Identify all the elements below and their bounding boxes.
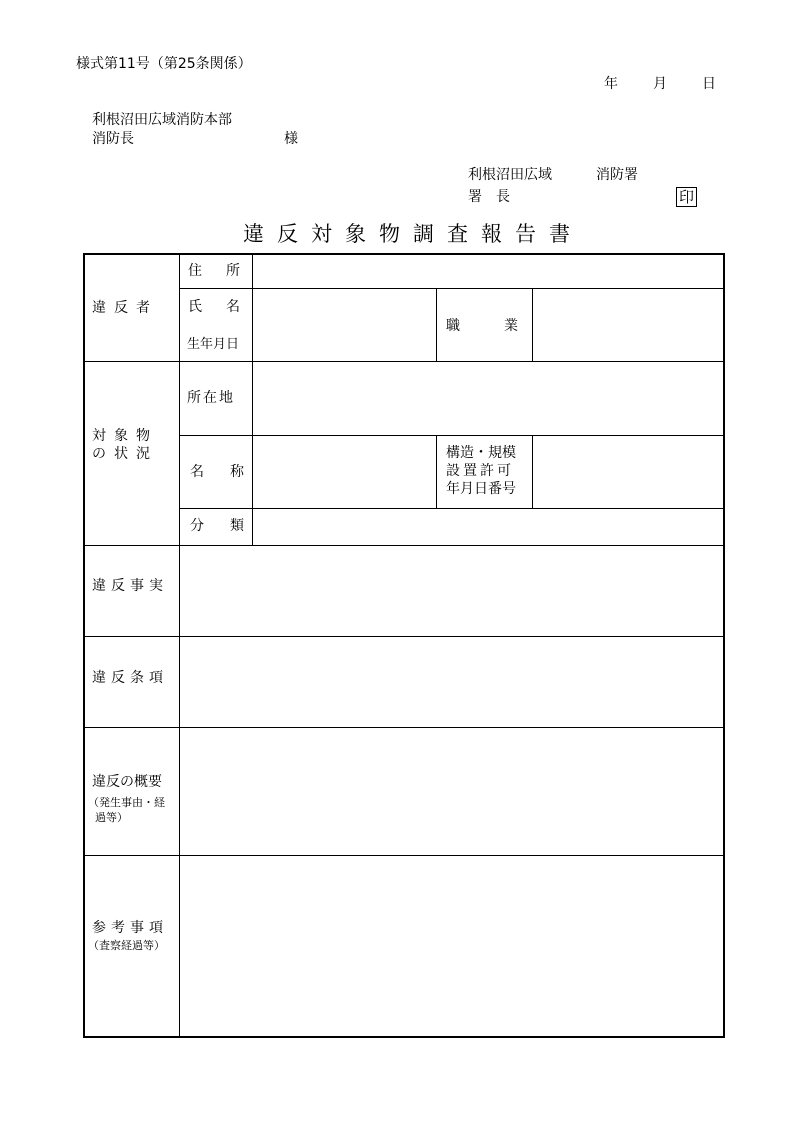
address-label: 住所 (188, 263, 264, 279)
addressee-honorific: 様 (284, 131, 298, 147)
structure-label-line3: 年月日番号 (446, 481, 516, 497)
violator-label: 違反者 (92, 300, 158, 316)
table-border-right (723, 253, 725, 1038)
violation-clauses-label: 違反条項 (92, 670, 168, 686)
violation-facts-label: 違反事実 (92, 578, 168, 594)
birthdate-label: 生年月日 (187, 337, 240, 352)
addressee-org: 利根沼田広域消防本部 (92, 112, 232, 128)
object-status-label-line1: 対象物 (92, 428, 158, 444)
row-divider (179, 288, 725, 289)
object-status-label-line2: の状況 (92, 446, 158, 462)
reference-items-label: 参考事項 (92, 920, 168, 936)
designation-label: 名称 (190, 464, 270, 480)
date-year-label: 年 (604, 76, 618, 92)
column-divider (436, 288, 437, 361)
sender-station: 消防署 (596, 167, 638, 183)
violation-summary-label: 違反の概要 (92, 774, 162, 790)
structure-label-line2: 設置許可 (446, 463, 514, 479)
column-divider (436, 435, 437, 508)
occupation-label: 職業 (446, 318, 562, 334)
structure-label-line1: 構造・規模 (446, 445, 516, 461)
document-title: 違反対象物調査報告書 (243, 222, 583, 246)
row-divider (179, 435, 725, 436)
name-label: 氏名 (188, 299, 264, 315)
date-day-label: 日 (702, 76, 716, 92)
row-divider (179, 508, 725, 509)
column-divider (532, 435, 533, 508)
sender-title: 署 長 (468, 189, 510, 205)
reference-items-note: （査察経過等） (88, 939, 165, 952)
classification-label: 分類 (190, 518, 270, 534)
seal-mark: 印 (676, 187, 697, 207)
violation-summary-note-line1: （発生事由・経 (88, 796, 165, 809)
form-number: 様式第11号（第25条関係） (76, 56, 252, 72)
column-divider (179, 253, 180, 1038)
violation-summary-note-line2: 過等） (95, 811, 128, 824)
location-label: 所在地 (187, 390, 235, 406)
sender-org: 利根沼田広域 (468, 167, 552, 183)
table-border-left (83, 253, 85, 1038)
addressee-title: 消防長 (92, 131, 134, 147)
date-month-label: 月 (653, 76, 667, 92)
